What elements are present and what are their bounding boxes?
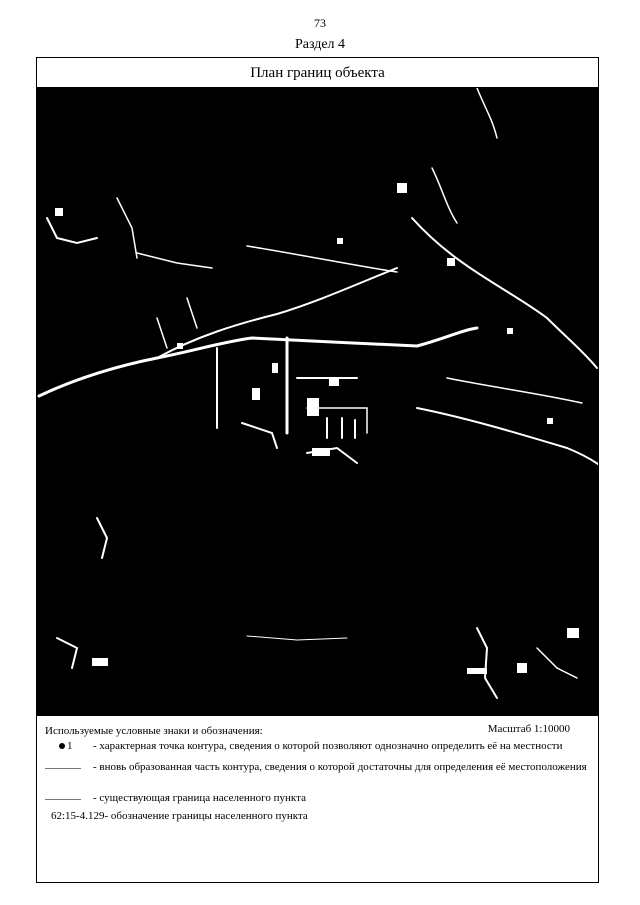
satellite-map [37, 88, 598, 716]
point-number: 1 [67, 740, 73, 752]
line-symbol [45, 792, 89, 804]
thin-line-icon [45, 768, 81, 769]
point-marker-icon [59, 743, 65, 749]
line-symbol [45, 761, 89, 773]
legend-code-row: 62:15-4.129- обозначение границы населенного пункта [51, 810, 308, 822]
legend-item-text: - существующая граница населенного пункта [93, 792, 306, 804]
section-title: Раздел 4 [294, 37, 346, 52]
scale-label: Масштаб 1:10000 [487, 723, 570, 735]
thin-line-icon [45, 799, 81, 800]
legend-item-text: - характерная точка контура, сведения о которой позволяют однозначно определить её на местности [93, 740, 563, 752]
plan-frame [36, 57, 599, 883]
page-number: 73 [314, 16, 326, 30]
legend-item-text: - вновь образованная часть контура, сведения о которой достаточны для определения её местоположения [93, 761, 587, 773]
plan-title: План границ объекта [37, 58, 598, 88]
legend-heading: Используемые условные знаки и обозначения: [45, 725, 263, 737]
point-symbol [45, 740, 89, 752]
